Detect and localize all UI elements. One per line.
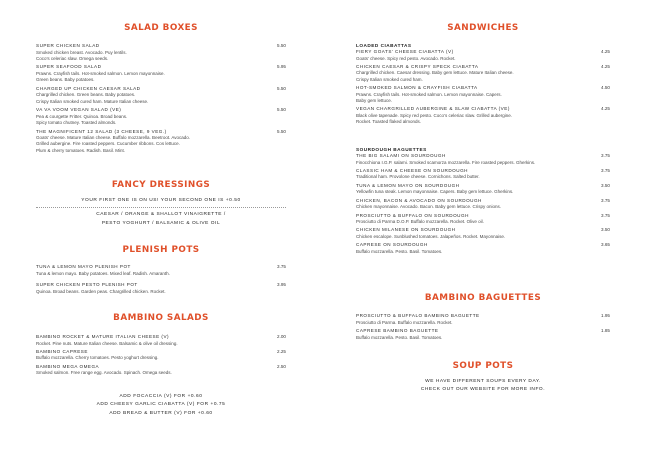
- menu-item-price: 4.50: [601, 85, 610, 91]
- plenish-pots-list: [36, 264, 286, 295]
- menu-item-description: Quinoa. Broad beans. Garden peas. Chargrilled chicken. Rocket.: [36, 288, 166, 294]
- menu-item-name: THE MAGNIFICENT 12 SALAD (3 CHEESE, 9 VEG.): [36, 128, 167, 134]
- menu-item-name: BAMBINO ROCKET & MATURE ITALIAN CHEESE (V): [36, 334, 170, 339]
- menu-item-description: Grilled aubergine. Fire roasted peppers. Cucumber ribbons. Cos lettuce.: [36, 141, 180, 147]
- menu-item-name: BAMBINO MEGA OMEGA: [36, 363, 100, 369]
- menu-item-description: Chicken escalope. Sunblushed tomatoes. Jalapeños. Rocket. Mayonnaise.: [356, 234, 506, 240]
- soup-line-1: WE HAVE DIFFERENT SOUPS EVERY DAY.: [425, 379, 541, 384]
- menu-item: [36, 334, 286, 347]
- menu-item-name: SUPER SEAFOOD SALAD: [36, 64, 102, 70]
- menu-item-name: THE BIG SALAMI ON SOURDOUGH: [356, 153, 446, 158]
- menu-item-description: Coco’s celeriac slaw. Omega seeds.: [36, 55, 109, 61]
- menu-item-name: BAMBINO CAPRESE: [36, 348, 88, 354]
- menu-item: [36, 129, 286, 154]
- menu-item-description: Baby gem lettuce.: [356, 97, 393, 103]
- sourdough-baguettes-section: [356, 146, 610, 255]
- soup-pots-title: SOUP POTS: [452, 361, 514, 371]
- sourdough-baguettes-list: [356, 153, 610, 255]
- menu-item-description: Prawns. Crayfish tails. Hot-smoked salmon. Lemon mayonnaise.: [36, 70, 165, 76]
- menu-item-name: CHICKEN, BACON & AVOCADO ON SOURDOUGH: [356, 197, 482, 203]
- menu-item-description: Yellowfin tuna steak. Lemon mayonnaise. Capers. Baby gem lettuce. Gherkins.: [356, 189, 514, 195]
- loaded-ciabattas-heading: LOADED CIABATTAS: [356, 43, 412, 48]
- menu-item-price: 3.75: [601, 167, 610, 173]
- bambino-extras: [36, 393, 286, 418]
- menu-item: [356, 49, 610, 62]
- menu-item: [36, 86, 286, 105]
- menu-item-price: 2.00: [277, 334, 286, 339]
- extra-focaccia: ADD FOCACCIA (V) FOR +0.60: [119, 394, 203, 399]
- menu-item-description: Chargrilled chicken. Caesar dressing. Baby gem lettuce. Mature Italian cheese.: [356, 70, 514, 76]
- dressing-offer-line: YOUR FIRST ONE IS ON US! YOUR SECOND ONE IS +0.50: [81, 198, 241, 203]
- menu-item-description: Buffalo mozzarella. Pesto. Basil. Tomatoes.: [356, 334, 443, 340]
- menu-item-price: 5.50: [277, 128, 286, 134]
- menu-item-description: Finocchiona I.G.P. salami. Smoked scamorza mozzarella. Fire roasted peppers. Gherkins.: [356, 159, 536, 165]
- menu-item-price: 4.25: [601, 106, 610, 112]
- menu-item-price: 3.95: [277, 282, 286, 288]
- dressing-options-line-2: PESTO YOGHURT / BALSAMIC & OLIVE OIL: [101, 220, 221, 226]
- menu-item-description: Buffalo mozzarella. Cherry tomatoes. Pesto yoghurt dressing.: [36, 355, 159, 361]
- menu-item-price: 5.95: [277, 64, 286, 70]
- menu-item-name: PROSCIUTTO & BUFFALO ON SOURDOUGH: [356, 212, 469, 218]
- menu-item-price: 3.75: [601, 153, 610, 158]
- menu-item-name: TUNA & LEMON MAYO PLENISH POT: [36, 264, 131, 269]
- menu-item: [356, 153, 610, 166]
- menu-item-description: Plum & cherry tomatoes. Radish. Basil. Mint.: [36, 147, 126, 153]
- menu-item-name: SUPER CHICKEN SALAD: [36, 43, 100, 48]
- menu-item-price: 3.50: [601, 227, 610, 233]
- menu-item-name: CAPRESE ON SOURDOUGH: [356, 242, 428, 248]
- soup-pots-info: [356, 378, 610, 395]
- menu-item-price: 3.50: [601, 182, 610, 188]
- menu-item-description: Smoked salmon. Free range egg. Avocado. Spinach. Omega seeds.: [36, 370, 172, 376]
- menu-item-description: Chargrilled chicken. Green beans. Baby potatoes.: [36, 92, 136, 98]
- menu-item-price: 1.85: [601, 328, 610, 334]
- menu-item: [356, 183, 610, 196]
- menu-item-name: VA VA VOOM VEGAN SALAD (VE): [36, 107, 122, 113]
- menu-item-description: Buffalo mozzarella. Pesto. Basil. Tomatoes.: [356, 248, 443, 254]
- menu-item-description: Rocket. Pine nuts. Mature Italian cheese. Balsamic & olive oil dressing.: [36, 340, 178, 346]
- menu-item: [36, 64, 286, 83]
- menu-item-description: Rocket. Toasted flaked almonds.: [356, 119, 421, 125]
- menu-item: [356, 168, 610, 181]
- menu-item-name: CHICKEN CAESAR & CRISPY SPECK CIABATTA: [356, 63, 479, 69]
- menu-item: [36, 282, 286, 295]
- menu-item-price: 5.50: [277, 107, 286, 113]
- menu-item-description: Traditional ham. Provolone cheese. Cornichons. Salted butter.: [356, 174, 480, 180]
- menu-item: [36, 349, 286, 362]
- menu-item: [356, 328, 610, 341]
- bambino-salads-title: BAMBINO SALADS: [113, 313, 209, 323]
- menu-item: [356, 242, 610, 255]
- menu-item-description: Tuna & lemon mayo. Baby potatoes. Mixed leaf. Radish. Amaranth.: [36, 270, 170, 276]
- soup-line-2: CHECK OUT OUR WEBSITE FOR MORE INFO.: [420, 387, 546, 393]
- menu-item-price: 4.25: [601, 49, 610, 54]
- menu-item-name: SUPER CHICKEN PESTO PLENISH POT: [36, 282, 138, 288]
- menu-item-price: 2.50: [277, 363, 286, 369]
- menu-item-price: 3.75: [277, 264, 286, 269]
- menu-item-description: Smoked chicken breast. Avocado. Puy lentils.: [36, 49, 127, 55]
- sourdough-baguettes-heading: SOURDOUGH BAGUETTES: [356, 147, 427, 152]
- menu-item-description: Prosciutto di Parma D.O.P. Buffalo mozzarella. Rocket. Olive oil.: [356, 219, 484, 225]
- menu-item: [36, 264, 286, 277]
- menu-item: [356, 213, 610, 226]
- bambino-baguettes-title: BAMBINO BAGUETTES: [424, 293, 542, 303]
- menu-item-description: Prawns. Crayfish tails. Hot-smoked salmon. Lemon mayonnaise. Capers.: [356, 91, 502, 97]
- menu-item: [356, 106, 610, 125]
- menu-item: [356, 313, 610, 326]
- menu-item: [36, 364, 286, 377]
- menu-item-price: 5.50: [277, 43, 286, 48]
- menu-item-name: HOT-SMOKED SALMON & CRAYFISH CIABATTA: [356, 85, 478, 91]
- menu-item-price: 3.75: [601, 212, 610, 218]
- menu-item-price: 4.25: [601, 63, 610, 69]
- menu-item-description: Crispy Italian smoked cured ham. Mature Italian cheese.: [36, 98, 149, 104]
- plenish-pots-title: PLENISH POTS: [122, 245, 200, 255]
- menu-item-name: CLASSIC HAM & CHEESE ON SOURDOUGH: [356, 167, 468, 173]
- menu-item-name: CAPRESE BAMBINO BAGUETTE: [356, 328, 439, 334]
- menu-item-description: Goats’ cheese. Mature Italian cheese. Buffalo mozzarella. Beetroot. Avocado.: [36, 135, 191, 141]
- menu-item-description: Pea & courgette Fritter. Quinoa. Broad beans.: [36, 113, 128, 119]
- menu-item-name: FIERY GOATS’ CHEESE CIABATTA (V): [356, 49, 454, 54]
- menu-item-name: TUNA & LEMON MAYO ON SOURDOUGH: [356, 182, 460, 188]
- fancy-dressings-title: FANCY DRESSINGS: [111, 180, 211, 190]
- menu-item-price: 1.95: [601, 313, 610, 318]
- menu-item-price: 2.25: [277, 348, 286, 354]
- menu-item-price: 3.75: [601, 197, 610, 203]
- dressing-options-line-1: CAESAR / ORANGE & SHALLOT VINAIGRETTE /: [96, 212, 226, 218]
- menu-item-description: Spicy tomato chutney. Toasted almonds.: [36, 120, 117, 126]
- menu-item: [356, 227, 610, 240]
- extra-bread-butter: ADD BREAD & BUTTER (V) FOR +0.60: [109, 410, 213, 416]
- menu-item-description: Crispy Italian smoked cured ham.: [356, 76, 423, 82]
- menu-item: [356, 64, 610, 83]
- menu-item: [36, 43, 286, 62]
- menu-item-description: Black olive tapenade. Spicy red pesto. Coco’s celeriac slaw. Grilled aubergine.: [356, 112, 513, 118]
- dressing-divider: [36, 207, 286, 208]
- sandwiches-title: SANDWICHES: [447, 23, 519, 33]
- menu-item-description: Green beans. Baby potatoes.: [36, 77, 95, 83]
- menu-item: [356, 198, 610, 211]
- loaded-ciabattas-list: [356, 49, 610, 125]
- loaded-ciabattas-section: [356, 42, 610, 125]
- menu-item-name: CHICKEN MILANESE ON SOURDOUGH: [356, 227, 456, 233]
- menu-item-name: VEGAN CHARGRILLED AUBERGINE & SLAW CIABATTA (VE): [356, 106, 510, 112]
- menu-item-price: 3.65: [601, 242, 610, 248]
- extra-garlic-ciabatta: ADD CHEESY GARLIC CIABATTA (V) FOR +0.75: [96, 402, 226, 408]
- fancy-dressings-info: [36, 197, 286, 228]
- menu-item-description: Prosciutto di Parma. Buffalo mozzarella. Rocket.: [356, 319, 453, 325]
- salad-boxes-list: [36, 43, 286, 154]
- menu-item-description: Chicken mayonnaise. Avocado. Bacon. Baby gem lettuce. Crispy onions.: [356, 204, 501, 210]
- bambino-baguettes-list: [356, 313, 610, 341]
- salad-boxes-title: SALAD BOXES: [124, 23, 198, 33]
- menu-item-price: 5.50: [277, 85, 286, 91]
- menu-item: [356, 85, 610, 104]
- bambino-salads-list: [36, 334, 286, 377]
- menu-item-description: Goats’ cheese. Spicy red pesto. Avocado. Rocket.: [356, 55, 456, 61]
- menu-item-name: CHARGED UP CHICKEN CAESAR SALAD: [36, 85, 141, 91]
- menu-item-name: PROSCIUTTO & BUFFALO BAMBINO BAGUETTE: [356, 313, 480, 318]
- menu-item: [36, 107, 286, 126]
